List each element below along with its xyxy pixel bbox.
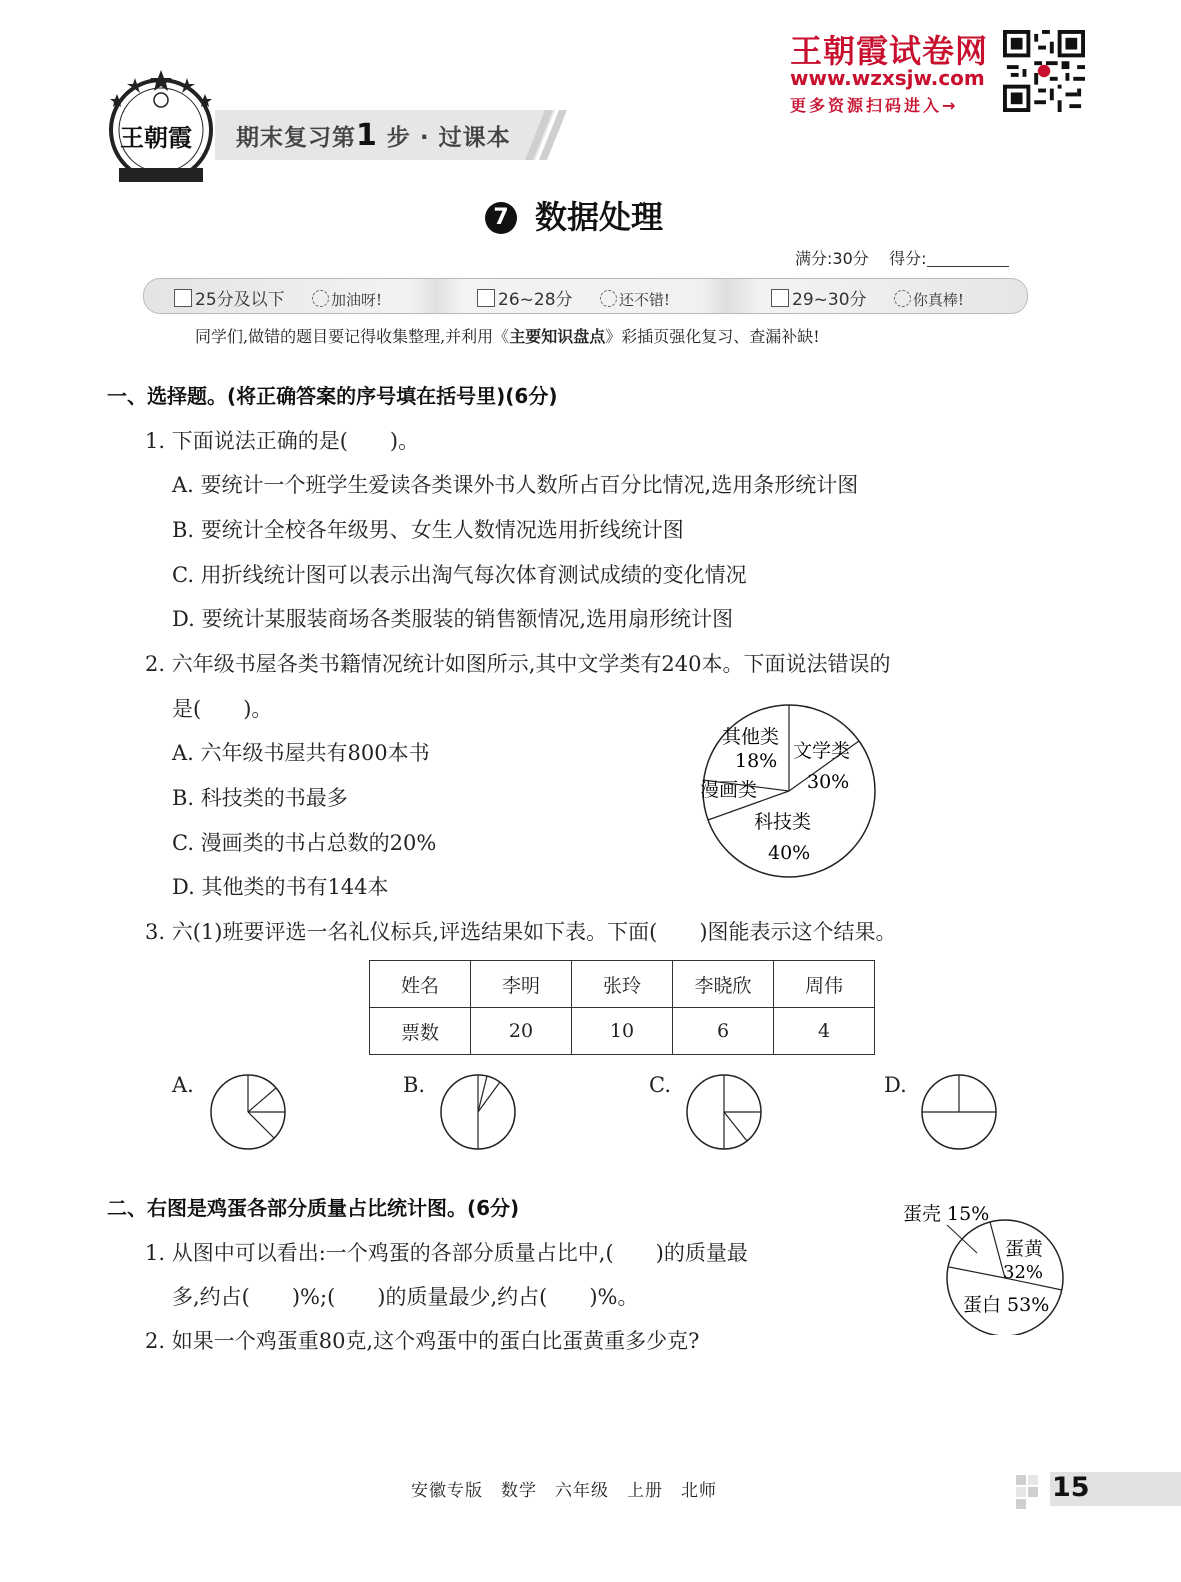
table-row [370, 961, 875, 1008]
pie-label-yolk: 蛋黄 [1005, 1238, 1044, 1260]
table-cell: 票数 [370, 1008, 471, 1055]
footer-edition: 安徽专版 数学 六年级 上册 北师 [411, 1481, 717, 1501]
pie-label-literature: 文学类 [793, 740, 851, 762]
q3-choice-d-label[interactable]: D. [884, 1073, 907, 1097]
section2-title: 二、右图是鸡蛋各部分质量占比统计图。(6分) [107, 1196, 520, 1220]
footer-decoration [1016, 1487, 1026, 1497]
rating-checkbox[interactable] [771, 289, 789, 307]
qr-code-icon[interactable] [1003, 30, 1085, 112]
q3-choice-c-label[interactable]: C. [649, 1073, 671, 1097]
rating-item: 26~28分 还不错! [477, 285, 670, 310]
q3-stem: 3. 六(1)班要评选一名礼仪标兵,评选结果如下表。下面( )图能表示这个结果。 [145, 920, 897, 944]
table-cell: 6 [673, 1008, 774, 1055]
table-row [370, 1008, 875, 1055]
vote-table [369, 960, 875, 1055]
rating-item: 25分及以下 加油呀! [174, 285, 382, 310]
table-header-cell: 张玲 [572, 961, 673, 1008]
page-number: 15 [1052, 1472, 1090, 1503]
section1-title: 一、选择题。(将正确答案的序号填在括号里)(6分) [107, 384, 558, 408]
q1-option-a[interactable]: A. 要统计一个班学生爱读各类课外书人数所占百分比情况,选用条形统计图 [172, 473, 859, 497]
q3-choice-b-pie[interactable] [438, 1072, 518, 1152]
pie-label-comics: 漫画类 [700, 779, 758, 801]
q2-option-c[interactable]: C. 漫画类的书占总数的20% [172, 831, 437, 855]
score-blank[interactable] [927, 250, 1009, 267]
brand-name: 王朝霞试卷网 [790, 32, 989, 70]
table-header-cell: 李晓欣 [673, 961, 774, 1008]
q2-stem: 2. 六年级书屋各类书籍情况统计如图所示,其中文学类有240本。下面说法错误的 [145, 652, 891, 676]
rating-item: 29~30分 你真棒! [771, 285, 964, 310]
brand-url[interactable]: www.wzxsjw.com [790, 66, 985, 90]
pie-label-white: 蛋白 53% [963, 1294, 1050, 1316]
q2-stem-cont: 是( )。 [172, 697, 273, 721]
footer-decoration [1016, 1499, 1026, 1509]
unit-number-badge: 7 [485, 202, 517, 234]
table-header-cell: 李明 [471, 961, 572, 1008]
q2-option-d[interactable]: D. 其他类的书有144本 [172, 875, 389, 899]
pie-label-other: 其他类 [722, 726, 780, 748]
q3-choice-d-pie[interactable] [919, 1072, 999, 1152]
q2-option-b[interactable]: B. 科技类的书最多 [172, 786, 348, 810]
table-header-cell: 姓名 [370, 961, 471, 1008]
s2-q1-line1: 1. 从图中可以看出:一个鸡蛋的各部分质量占比中,( )的质量最 [145, 1241, 748, 1265]
unit-title: 7 数据处理 [485, 192, 663, 238]
q3-choice-a-label[interactable]: A. [172, 1073, 194, 1097]
q3-choice-c-pie[interactable] [684, 1072, 764, 1152]
smiley-icon [600, 290, 617, 307]
s2-q1-line2: 多,约占( )%;( )的质量最少,约占( )%。 [172, 1285, 639, 1309]
footer-decoration [1028, 1475, 1038, 1485]
pie-value-yolk: 32% [1003, 1262, 1044, 1283]
rating-checkbox[interactable] [174, 289, 192, 307]
review-tip: 同学们,做错的题目要记得收集整理,并利用《主要知识盘点》彩插页强化复习、查漏补缺! [195, 327, 820, 346]
footer-decoration [1016, 1475, 1026, 1485]
self-rating-bar [143, 278, 1028, 314]
table-cell: 10 [572, 1008, 673, 1055]
table-cell: 20 [471, 1008, 572, 1055]
q3-choice-a-pie[interactable] [208, 1072, 288, 1152]
book-pie-chart [695, 700, 885, 885]
smiley-icon [312, 290, 329, 307]
rating-checkbox[interactable] [477, 289, 495, 307]
score-line [795, 246, 1009, 269]
egg-pie-chart [895, 1195, 1075, 1335]
q1-option-d[interactable]: D. 要统计某服装商场各类服装的销售额情况,选用扇形统计图 [172, 607, 734, 631]
q3-choice-b-label[interactable]: B. [403, 1073, 426, 1097]
q1-stem: 1. 下面说法正确的是( )。 [145, 429, 420, 453]
table-header-cell: 周伟 [774, 961, 875, 1008]
pie-label-science: 科技类 [754, 811, 812, 833]
brand-scan-text: 更多资源扫码进入→ [790, 96, 959, 115]
pie-value-literature: 30% [807, 771, 850, 793]
pie-label-shell: 蛋壳 15% [903, 1203, 990, 1225]
smiley-icon [894, 290, 911, 307]
pie-value-science: 40% [768, 842, 811, 864]
q1-option-b[interactable]: B. 要统计全校各年级男、女生人数情况选用折线统计图 [172, 518, 684, 542]
q2-option-a[interactable]: A. 六年级书屋共有800本书 [172, 741, 430, 765]
full-score: 满分:30分 [795, 249, 869, 268]
got-score-label: 得分: [889, 249, 927, 268]
footer-decoration [1028, 1487, 1038, 1497]
table-cell: 4 [774, 1008, 875, 1055]
s2-q2: 2. 如果一个鸡蛋重80克,这个鸡蛋中的蛋白比蛋黄重多少克? [145, 1329, 700, 1353]
logo-text: 王朝霞 [120, 124, 192, 152]
step-label: 期末复习第1 步 · 过课本 [236, 118, 511, 153]
q1-option-c[interactable]: C. 用折线统计图可以表示出淘气每次体育测试成绩的变化情况 [172, 563, 747, 587]
pie-value-other: 18% [735, 750, 778, 772]
